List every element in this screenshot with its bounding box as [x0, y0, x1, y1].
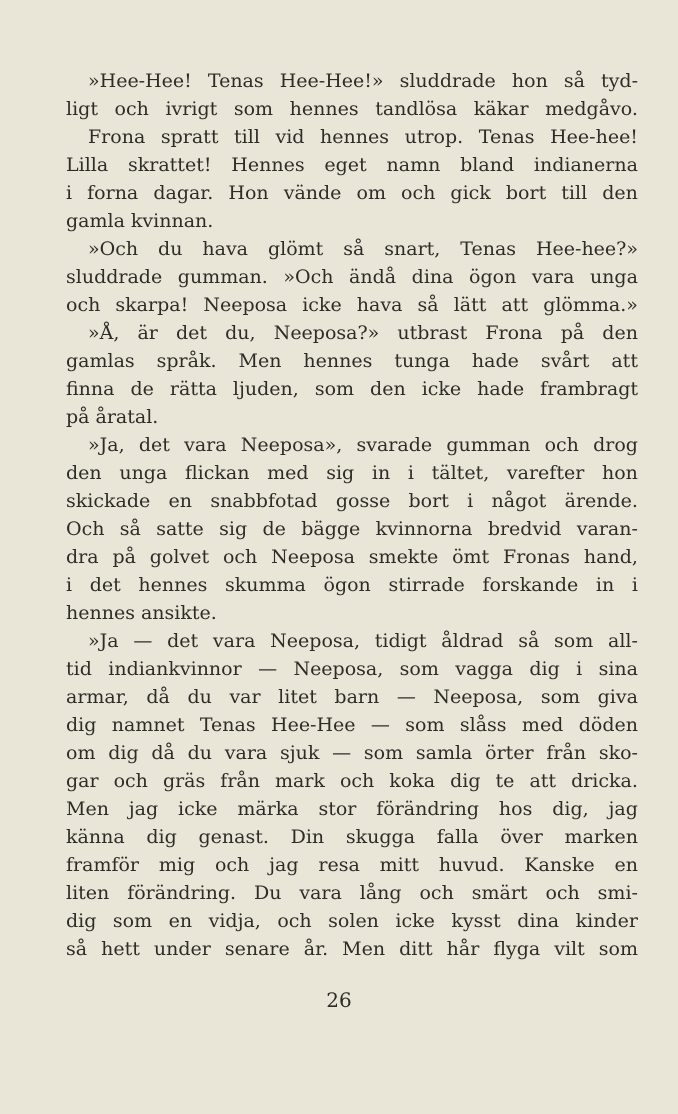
- text-line: »Å, är det du, Neeposa?» utbrast Frona på den: [88, 322, 638, 344]
- text-line: armar, då du var litet barn — Neeposa, som giva: [66, 686, 638, 708]
- text-line: dig namnet Tenas Hee-Hee — som slåss med döden: [66, 714, 638, 736]
- text-line: »Hee-Hee! Tenas Hee-Hee!» sluddrade hon så tyd-: [88, 70, 638, 92]
- text-line: så hett under senare år. Men ditt hår flyga vilt som: [66, 938, 638, 960]
- text-line: tid indiankvinnor — Neeposa, som vagga dig i sina: [66, 658, 638, 680]
- text-line: Lilla skrattet! Hennes eget namn bland indianerna: [66, 154, 638, 176]
- text-line: dra på golvet och Neeposa smekte ömt Fronas hand,: [66, 546, 638, 568]
- text-line: »Ja, det vara Neeposa», svarade gumman och drog: [88, 434, 638, 456]
- text-line: dig som en vidja, och solen icke kysst dina kinder: [66, 910, 638, 932]
- text-line: liten förändring. Du vara lång och smärt och smi-: [66, 882, 638, 904]
- text-line: om dig då du vara sjuk — som samla örter från sko-: [66, 742, 638, 764]
- text-line: Och så satte sig de bägge kvinnorna bredvid varan-: [66, 518, 638, 540]
- page-number: 26: [326, 988, 352, 1012]
- text-line: framför mig och jag resa mitt huvud. Kanske en: [66, 854, 638, 876]
- text-line: den unga flickan med sig in i tältet, varefter hon: [66, 462, 638, 484]
- text-line: gar och gräs från mark och koka dig te att dricka.: [66, 770, 638, 792]
- text-line: gamlas språk. Men hennes tunga hade svårt att: [66, 350, 638, 372]
- text-line: Men jag icke märka stor förändring hos dig, jag: [66, 798, 638, 820]
- text-line: skickade en snabbfotad gosse bort i något ärende.: [66, 490, 638, 512]
- text-line: och skarpa! Neeposa icke hava så lätt att glömma.»: [66, 294, 638, 316]
- text-line: i det hennes skumma ögon stirrade forskande in i: [66, 574, 638, 596]
- text-line: känna dig genast. Din skugga falla över marken: [66, 826, 638, 848]
- body-text: [66, 67, 638, 963]
- text-line: »Ja — det vara Neeposa, tidigt åldrad så som all-: [88, 630, 638, 652]
- text-line: hennes ansikte.: [66, 602, 217, 624]
- text-line: i forna dagar. Hon vände om och gick bort till den: [66, 182, 638, 204]
- text-line: Frona spratt till vid hennes utrop. Tenas Hee-hee!: [88, 126, 638, 148]
- text-line: ligt och ivrigt som hennes tandlösa käkar medgåvo.: [66, 98, 638, 120]
- text-line: sluddrade gumman. »Och ändå dina ögon vara unga: [66, 266, 638, 288]
- text-line: finna de rätta ljuden, som den icke hade frambragt: [66, 378, 638, 400]
- text-line: gamla kvinnan.: [66, 210, 214, 232]
- text-line: »Och du hava glömt så snart, Tenas Hee-hee?»: [88, 238, 638, 260]
- text-line: på åratal.: [66, 406, 159, 428]
